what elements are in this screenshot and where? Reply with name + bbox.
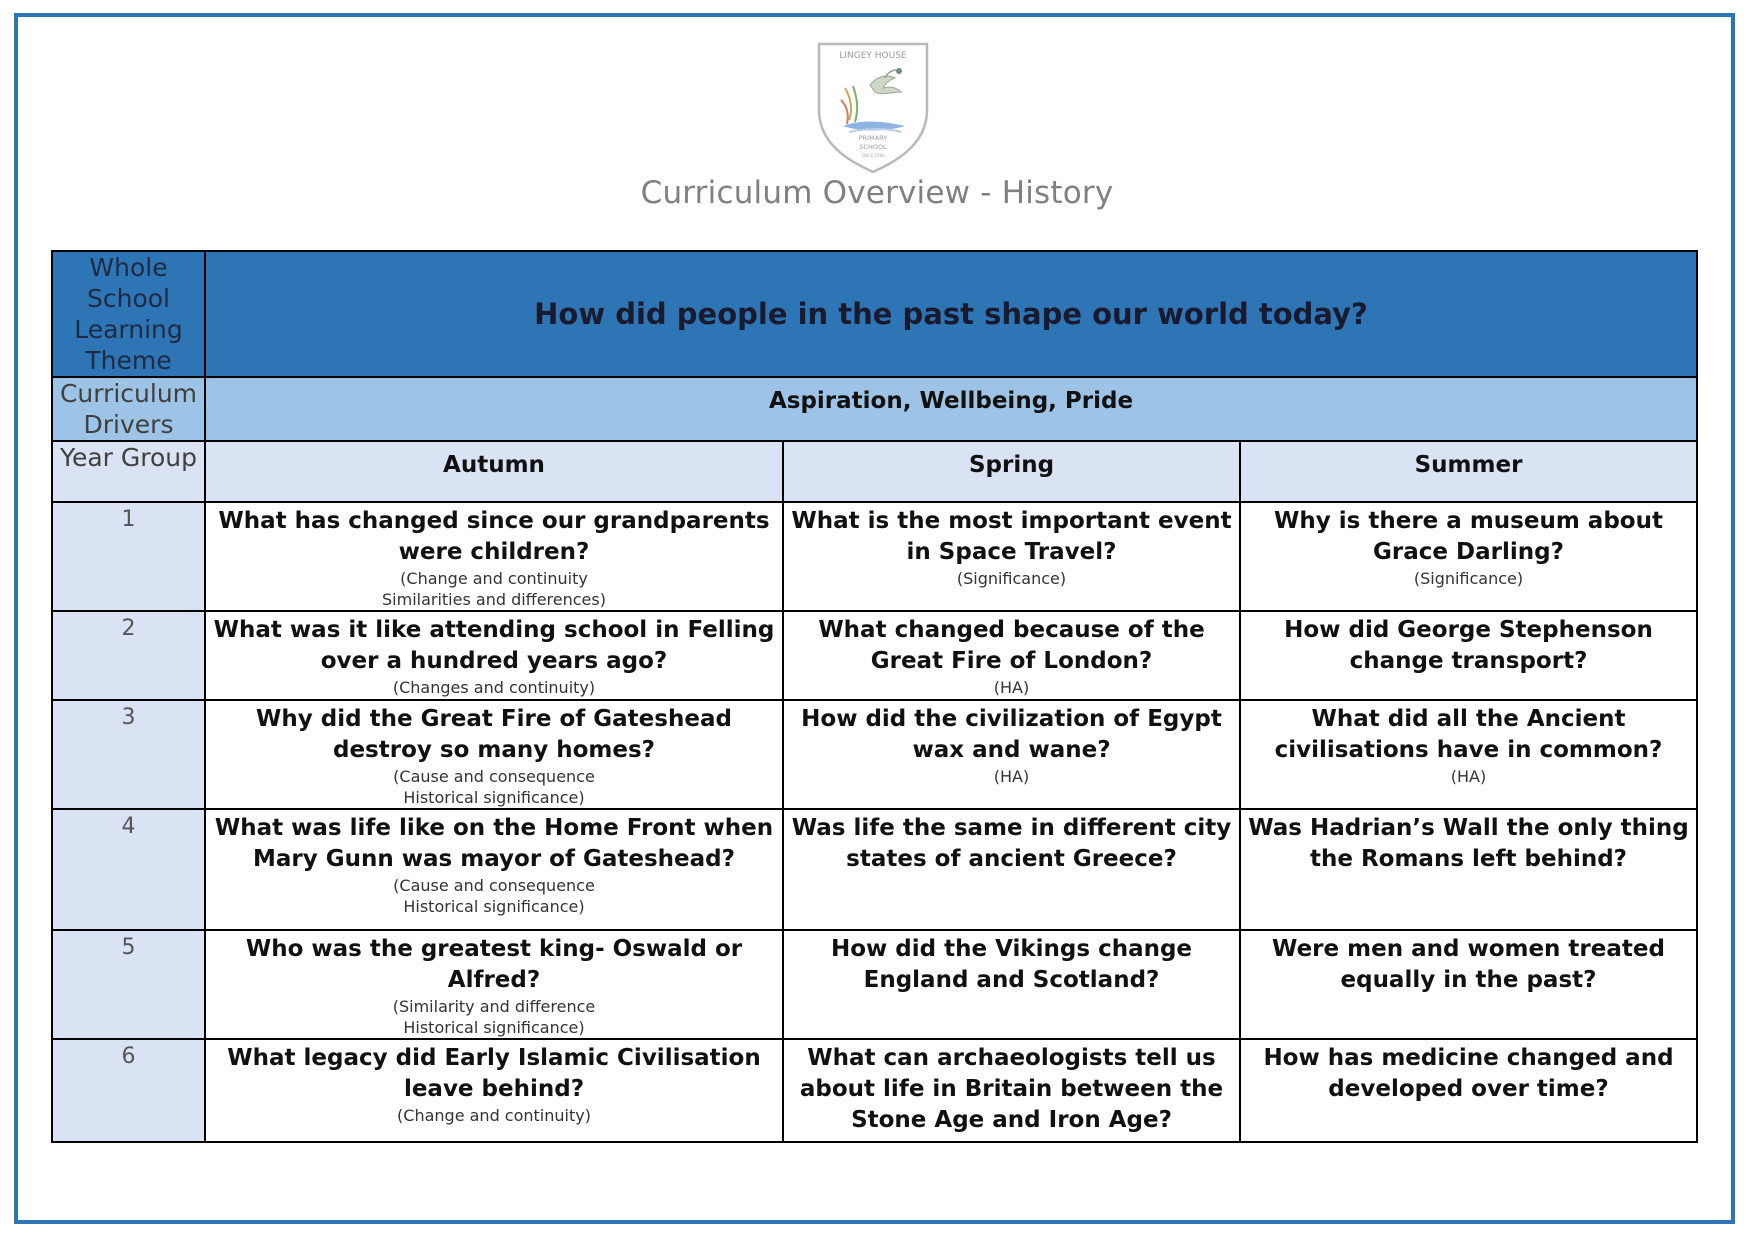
svg-text:PRIMARY: PRIMARY — [858, 134, 888, 142]
topic-cell-spring — [783, 930, 1240, 1039]
enquiry-question: What is the most important event in Space Travel? — [791, 508, 1232, 565]
topic-cell-spring — [783, 700, 1240, 809]
year-group-cell: 1 — [52, 502, 205, 611]
enquiry-question: How has medicine changed and developed over time? — [1263, 1045, 1674, 1102]
enquiry-question: Was life the same in different city states of ancient Greece? — [791, 815, 1232, 872]
topic-cell-autumn — [205, 1039, 783, 1142]
table-row — [52, 1039, 1697, 1142]
enquiry-question: Why did the Great Fire of Gateshead destroy so many homes? — [256, 706, 732, 763]
topic-cell-summer — [1240, 1039, 1697, 1142]
enquiry-question: What changed because of the Great Fire of London? — [818, 617, 1205, 674]
topic-cell-autumn — [205, 809, 783, 930]
term-header-autumn: Autumn — [205, 441, 783, 502]
term-header-summer: Summer — [1240, 441, 1697, 502]
term-header-spring: Spring — [783, 441, 1240, 502]
concept-note: (Significance) — [956, 569, 1067, 588]
enquiry-question: What has changed since our grandparents were children? — [218, 508, 770, 565]
concept-note: (Changes and continuity) — [392, 678, 596, 697]
concept-note: (Change and continuity — [400, 569, 588, 588]
concept-note: (Similarity and difference — [392, 997, 596, 1016]
table-row — [52, 611, 1697, 700]
drivers-row — [52, 377, 1697, 441]
svg-text:SINCE 1980: SINCE 1980 — [861, 153, 885, 158]
topic-cell-spring — [783, 809, 1240, 930]
table-row — [52, 809, 1697, 930]
concept-note: (Change and continuity) — [397, 1106, 591, 1125]
enquiry-question: Were men and women treated equally in the past? — [1272, 936, 1665, 993]
learning-theme: How did people in the past shape our world today? — [205, 251, 1697, 377]
enquiry-question: What was life like on the Home Front when Mary Gunn was mayor of Gateshead? — [214, 815, 774, 872]
school-crest-logo — [815, 40, 931, 176]
topic-cell-summer — [1240, 502, 1697, 611]
concept-note: Historical significance) — [403, 788, 585, 807]
svg-text:LINGEY HOUSE: LINGEY HOUSE — [839, 51, 907, 61]
enquiry-question: Was Hadrian’s Wall the only thing the Romans left behind? — [1248, 815, 1689, 872]
year-group-cell: 2 — [52, 611, 205, 700]
topic-cell-summer — [1240, 611, 1697, 700]
topic-cell-spring — [783, 1039, 1240, 1142]
year-group-cell: 5 — [52, 930, 205, 1039]
year-group-cell: 3 — [52, 700, 205, 809]
theme-label: Whole School Learning Theme — [52, 251, 205, 377]
concept-note: (HA) — [1450, 767, 1487, 786]
topic-cell-autumn — [205, 611, 783, 700]
curriculum-drivers: Aspiration, Wellbeing, Pride — [205, 377, 1697, 441]
topic-cell-summer — [1240, 930, 1697, 1039]
curriculum-table — [51, 250, 1698, 1143]
year-group-cell: 6 — [52, 1039, 205, 1142]
table-row — [52, 502, 1697, 611]
concept-note: (Cause and consequence — [393, 767, 595, 786]
term-header-row — [52, 441, 1697, 502]
enquiry-question: What did all the Ancient civilisations have in common? — [1274, 706, 1663, 763]
concept-note: Similarities and differences) — [382, 590, 606, 609]
enquiry-question: Who was the greatest king- Oswald or Alfred? — [245, 936, 743, 993]
topic-cell-summer — [1240, 809, 1697, 930]
topic-cell-autumn — [205, 930, 783, 1039]
concept-note: (Cause and consequence — [393, 876, 595, 895]
concept-note: (Significance) — [1413, 569, 1524, 588]
enquiry-question: Why is there a museum about Grace Darling? — [1274, 508, 1663, 565]
concept-note: Historical significance) — [403, 897, 585, 916]
enquiry-question: What was it like attending school in Felling over a hundred years ago? — [213, 617, 775, 674]
topic-cell-autumn — [205, 700, 783, 809]
topic-cell-summer — [1240, 700, 1697, 809]
year-group-cell: 4 — [52, 809, 205, 930]
theme-row — [52, 251, 1697, 377]
enquiry-question: What legacy did Early Islamic Civilisation leave behind? — [227, 1045, 761, 1102]
topic-cell-autumn — [205, 502, 783, 611]
topic-cell-spring — [783, 502, 1240, 611]
year-group-label: Year Group — [52, 441, 205, 502]
concept-note: Historical significance) — [403, 1018, 585, 1037]
topic-cell-spring — [783, 611, 1240, 700]
enquiry-question: What can archaeologists tell us about life in Britain between the Stone Age and Iron Age? — [799, 1045, 1224, 1133]
enquiry-question: How did George Stephenson change transport? — [1284, 617, 1653, 674]
table-row — [52, 930, 1697, 1039]
concept-note: (HA) — [993, 767, 1030, 786]
enquiry-question: How did the civilization of Egypt wax and wane? — [801, 706, 1222, 763]
concept-note: (HA) — [993, 678, 1030, 697]
drivers-label: Curriculum Drivers — [52, 377, 205, 441]
table-row — [52, 700, 1697, 809]
enquiry-question: How did the Vikings change England and Scotland? — [830, 936, 1193, 993]
svg-text:SCHOOL: SCHOOL — [859, 143, 887, 151]
document-title: Curriculum Overview - History — [640, 175, 1114, 211]
